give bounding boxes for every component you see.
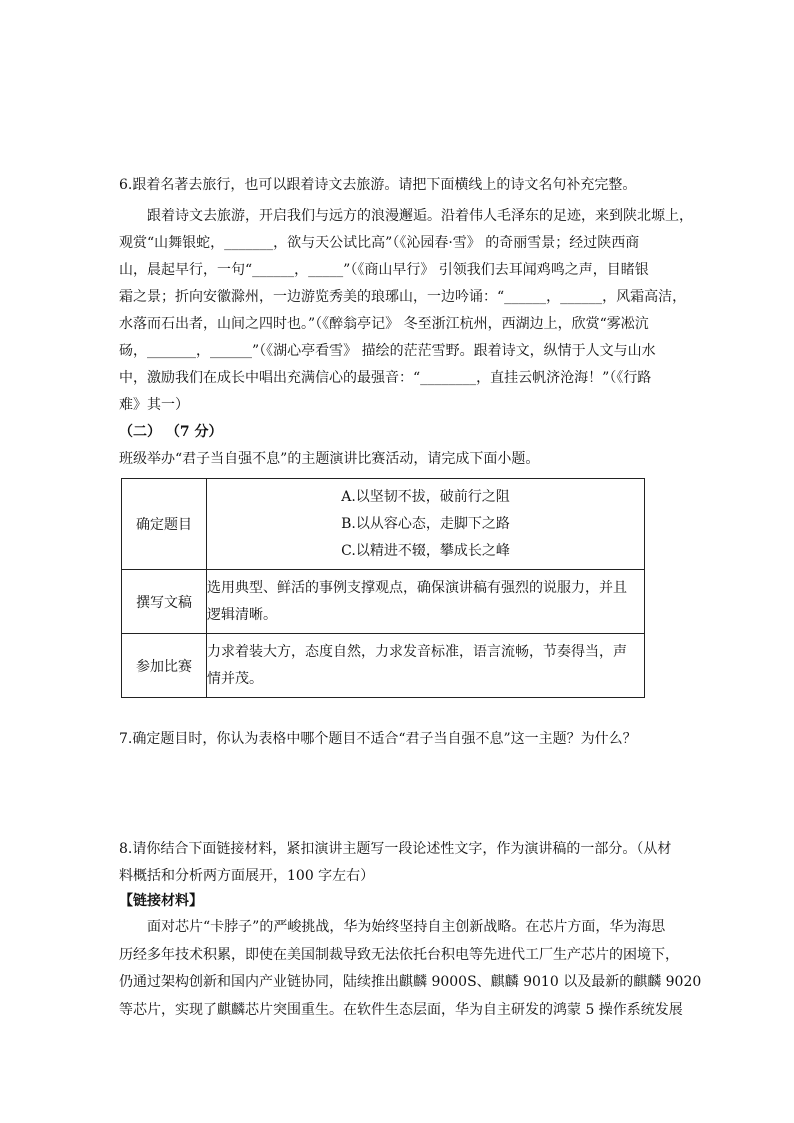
- q6-line-6: 砀，_______，______”（《湖心亭看雪》 描绘的茫茫雪野。跟着诗文，纵情于人文与山水: [119, 343, 656, 359]
- content-line: 选用典型、鲜活的事例支撑观点，确保演讲稿有强烈的说服力，并且: [207, 579, 627, 596]
- material-line-3: 仍通过架构创新和国内产业链协同，陆续推出麒麟 9000S、麒麟 9010 以及最新的麒麟 9020: [119, 974, 702, 990]
- row-label: 参加比赛: [122, 634, 207, 698]
- q6-line-7: 中，激励我们在成长中唱出充满信心的最强音：“________，直挂云帆济沧海！”（《行路: [119, 370, 652, 386]
- row-content: [207, 570, 645, 634]
- material-line-2: 历经多年技术积累，即使在美国制裁导致无法依托台积电等先进代工厂生产芯片的困境下，: [119, 947, 679, 963]
- q8-line-2: 料概括和分析两方面展开，100 字左右）: [119, 868, 375, 884]
- row-content: [207, 634, 645, 698]
- q6-line-1: 跟着诗文去旅游，开启我们与远方的浪漫邂逅。沿着伟人毛泽东的足迹，来到陕北塬上，: [147, 208, 693, 224]
- content-line: 力求着装大方，态度自然，力求发音标准，语言流畅，节奏得当，声: [207, 643, 627, 660]
- q6-line-3: 山，晨起早行，一句“______，_____”（《商山早行》 引领我们去耳闻鸡鸣之声，目睹银: [119, 262, 649, 278]
- material-line-1: 面对芯片“卡脖子”的严峻挑战，华为始终坚持自主创新战略。在芯片方面，华为海思: [147, 919, 666, 935]
- option-a: A.以坚韧不拔，破前行之阻: [341, 488, 510, 505]
- table-row: [122, 634, 645, 698]
- option-c: C.以精进不辍，攀成长之峰: [341, 542, 510, 559]
- section-2-title: （二） （7 分）: [119, 424, 223, 440]
- option-b: B.以从容心态，走脚下之路: [341, 515, 510, 532]
- row-label: 确定题目: [122, 479, 207, 570]
- section-2-intro: 班级举办“君子当自强不息”的主题演讲比赛活动，请完成下面小题。: [119, 451, 540, 467]
- q6-line-8: 难》其一）: [119, 397, 189, 413]
- content-line: 情并茂。: [207, 670, 263, 687]
- q6-line-4: 霜之景；折向安徽滁州，一边游览秀美的琅琊山，一边吟诵：“______，______，风霜高洁，: [119, 289, 687, 305]
- material-line-4: 等芯片，实现了麒麟芯片突围重生。在软件生态层面，华为自主研发的鸿蒙 5 操作系统发展: [119, 1002, 683, 1018]
- q8-line-1: 8.请你结合下面链接材料，紧扣演讲主题写一段论述性文字，作为演讲稿的一部分。（从材: [119, 841, 672, 857]
- topic-options: [207, 479, 645, 570]
- q7-question: 7.确定题目时，你认为表格中哪个题目不适合“君子当自强不息”这一主题？为什么？: [119, 731, 637, 747]
- q6-line-5: 水落而石出者，山间之四时也。”（《醉翁亭记》 冬至浙江杭州，西湖边上，欣赏“雾凇沆: [119, 316, 649, 332]
- content-line: 逻辑清晰。: [207, 606, 277, 623]
- task-table: [121, 478, 645, 698]
- q6-line-2: 观赏“山舞银蛇，_______，欲与天公试比高”（《沁园春·雪》 的奇丽雪景；经过陕西商: [119, 235, 640, 251]
- table-row: [122, 479, 645, 570]
- material-title: 【链接材料】: [119, 893, 203, 909]
- row-label: 撰写文稿: [122, 570, 207, 634]
- q6-heading: 6.跟着名著去旅行，也可以跟着诗文去旅游。请把下面横线上的诗文名句补充完整。: [119, 177, 637, 193]
- table-row: [122, 570, 645, 634]
